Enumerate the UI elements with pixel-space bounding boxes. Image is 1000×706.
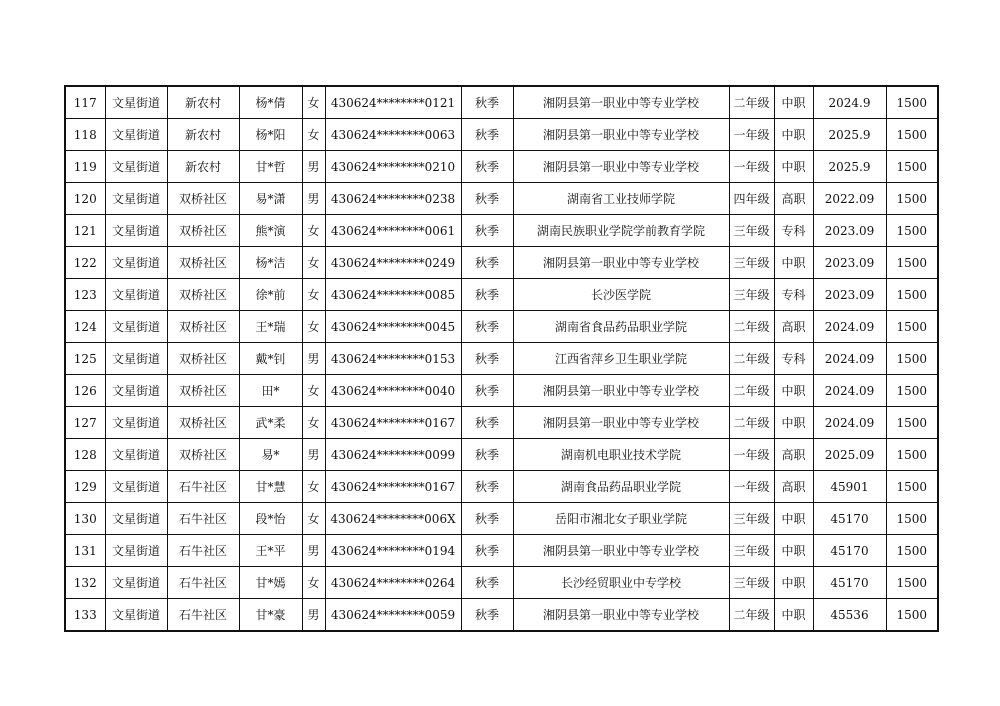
street-cell: 文星街道 (105, 151, 167, 183)
grade-cell: 三年级 (729, 215, 774, 247)
community-cell: 石牛社区 (167, 535, 239, 567)
amount-cell: 1500 (886, 375, 938, 407)
gender-cell: 男 (302, 599, 325, 632)
id-number-cell: 430624********0210 (325, 151, 461, 183)
semester-cell: 秋季 (461, 119, 513, 151)
street-cell: 文星街道 (105, 535, 167, 567)
street-cell: 文星街道 (105, 375, 167, 407)
table-row (65, 183, 938, 215)
level-cell: 专科 (774, 279, 813, 311)
row-number-cell: 119 (65, 151, 105, 183)
grade-cell: 二年级 (729, 86, 774, 119)
enroll-date-cell: 2024.9 (813, 86, 886, 119)
level-cell: 高职 (774, 471, 813, 503)
school-cell: 湘阴县第一职业中等专业学校 (513, 119, 729, 151)
grade-cell: 二年级 (729, 311, 774, 343)
school-cell: 湘阴县第一职业中等专业学校 (513, 375, 729, 407)
semester-cell: 秋季 (461, 471, 513, 503)
community-cell: 新农村 (167, 151, 239, 183)
student-subsidy-table (64, 85, 939, 632)
school-cell: 湘阴县第一职业中等专业学校 (513, 535, 729, 567)
school-cell: 岳阳市湘北女子职业学院 (513, 503, 729, 535)
level-cell: 中职 (774, 247, 813, 279)
table-row (65, 407, 938, 439)
name-cell: 熊*演 (239, 215, 302, 247)
street-cell: 文星街道 (105, 343, 167, 375)
name-cell: 杨*洁 (239, 247, 302, 279)
amount-cell: 1500 (886, 567, 938, 599)
level-cell: 高职 (774, 439, 813, 471)
level-cell: 中职 (774, 599, 813, 632)
grade-cell: 三年级 (729, 247, 774, 279)
semester-cell: 秋季 (461, 247, 513, 279)
level-cell: 专科 (774, 343, 813, 375)
level-cell: 高职 (774, 311, 813, 343)
semester-cell: 秋季 (461, 86, 513, 119)
amount-cell: 1500 (886, 439, 938, 471)
row-number-cell: 123 (65, 279, 105, 311)
school-cell: 湘阴县第一职业中等专业学校 (513, 599, 729, 632)
school-cell: 湘阴县第一职业中等专业学校 (513, 407, 729, 439)
amount-cell: 1500 (886, 247, 938, 279)
semester-cell: 秋季 (461, 535, 513, 567)
gender-cell: 女 (302, 407, 325, 439)
row-number-cell: 125 (65, 343, 105, 375)
table-row (65, 279, 938, 311)
row-number-cell: 132 (65, 567, 105, 599)
school-cell: 湘阴县第一职业中等专业学校 (513, 247, 729, 279)
street-cell: 文星街道 (105, 279, 167, 311)
table-row (65, 567, 938, 599)
table-row (65, 215, 938, 247)
community-cell: 石牛社区 (167, 567, 239, 599)
gender-cell: 女 (302, 279, 325, 311)
level-cell: 中职 (774, 375, 813, 407)
name-cell: 王*瑞 (239, 311, 302, 343)
table-row (65, 343, 938, 375)
table-row (65, 86, 938, 119)
row-number-cell: 127 (65, 407, 105, 439)
school-cell: 湖南机电职业技术学院 (513, 439, 729, 471)
name-cell: 易* (239, 439, 302, 471)
semester-cell: 秋季 (461, 375, 513, 407)
community-cell: 双桥社区 (167, 375, 239, 407)
table-row (65, 503, 938, 535)
semester-cell: 秋季 (461, 567, 513, 599)
gender-cell: 女 (302, 247, 325, 279)
enroll-date-cell: 2023.09 (813, 279, 886, 311)
gender-cell: 女 (302, 311, 325, 343)
amount-cell: 1500 (886, 599, 938, 632)
amount-cell: 1500 (886, 311, 938, 343)
community-cell: 新农村 (167, 119, 239, 151)
name-cell: 徐*前 (239, 279, 302, 311)
semester-cell: 秋季 (461, 407, 513, 439)
table-row (65, 439, 938, 471)
gender-cell: 女 (302, 375, 325, 407)
gender-cell: 男 (302, 343, 325, 375)
semester-cell: 秋季 (461, 215, 513, 247)
amount-cell: 1500 (886, 279, 938, 311)
gender-cell: 女 (302, 86, 325, 119)
row-number-cell: 118 (65, 119, 105, 151)
community-cell: 双桥社区 (167, 311, 239, 343)
grade-cell: 一年级 (729, 151, 774, 183)
name-cell: 田* (239, 375, 302, 407)
grade-cell: 四年级 (729, 183, 774, 215)
street-cell: 文星街道 (105, 215, 167, 247)
enroll-date-cell: 2024.09 (813, 343, 886, 375)
enroll-date-cell: 2024.09 (813, 311, 886, 343)
level-cell: 中职 (774, 503, 813, 535)
table-row (65, 119, 938, 151)
row-number-cell: 130 (65, 503, 105, 535)
street-cell: 文星街道 (105, 439, 167, 471)
enroll-date-cell: 45901 (813, 471, 886, 503)
enroll-date-cell: 2022.09 (813, 183, 886, 215)
grade-cell: 三年级 (729, 535, 774, 567)
enroll-date-cell: 45170 (813, 567, 886, 599)
enroll-date-cell: 45536 (813, 599, 886, 632)
name-cell: 戴*钊 (239, 343, 302, 375)
gender-cell: 女 (302, 567, 325, 599)
id-number-cell: 430624********0059 (325, 599, 461, 632)
id-number-cell: 430624********0063 (325, 119, 461, 151)
row-number-cell: 120 (65, 183, 105, 215)
grade-cell: 三年级 (729, 503, 774, 535)
community-cell: 石牛社区 (167, 599, 239, 632)
community-cell: 双桥社区 (167, 343, 239, 375)
level-cell: 中职 (774, 119, 813, 151)
level-cell: 高职 (774, 183, 813, 215)
semester-cell: 秋季 (461, 311, 513, 343)
row-number-cell: 129 (65, 471, 105, 503)
gender-cell: 男 (302, 151, 325, 183)
grade-cell: 三年级 (729, 279, 774, 311)
street-cell: 文星街道 (105, 119, 167, 151)
row-number-cell: 133 (65, 599, 105, 632)
gender-cell: 女 (302, 119, 325, 151)
name-cell: 杨*倩 (239, 86, 302, 119)
enroll-date-cell: 45170 (813, 535, 886, 567)
street-cell: 文星街道 (105, 503, 167, 535)
name-cell: 段*怡 (239, 503, 302, 535)
id-number-cell: 430624********0194 (325, 535, 461, 567)
amount-cell: 1500 (886, 343, 938, 375)
row-number-cell: 131 (65, 535, 105, 567)
enroll-date-cell: 2025.09 (813, 439, 886, 471)
community-cell: 双桥社区 (167, 279, 239, 311)
community-cell: 新农村 (167, 86, 239, 119)
enroll-date-cell: 2023.09 (813, 215, 886, 247)
amount-cell: 1500 (886, 119, 938, 151)
community-cell: 双桥社区 (167, 439, 239, 471)
school-cell: 湘阴县第一职业中等专业学校 (513, 151, 729, 183)
gender-cell: 男 (302, 535, 325, 567)
gender-cell: 女 (302, 471, 325, 503)
street-cell: 文星街道 (105, 471, 167, 503)
semester-cell: 秋季 (461, 151, 513, 183)
grade-cell: 一年级 (729, 439, 774, 471)
level-cell: 中职 (774, 86, 813, 119)
id-number-cell: 430624********0061 (325, 215, 461, 247)
amount-cell: 1500 (886, 471, 938, 503)
amount-cell: 1500 (886, 215, 938, 247)
name-cell: 王*平 (239, 535, 302, 567)
grade-cell: 二年级 (729, 343, 774, 375)
id-number-cell: 430624********006X (325, 503, 461, 535)
name-cell: 甘*哲 (239, 151, 302, 183)
id-number-cell: 430624********0153 (325, 343, 461, 375)
row-number-cell: 117 (65, 86, 105, 119)
school-cell: 湖南省食品药品职业学院 (513, 311, 729, 343)
name-cell: 武*柔 (239, 407, 302, 439)
enroll-date-cell: 2025.9 (813, 151, 886, 183)
amount-cell: 1500 (886, 183, 938, 215)
table-row (65, 311, 938, 343)
level-cell: 中职 (774, 535, 813, 567)
id-number-cell: 430624********0238 (325, 183, 461, 215)
grade-cell: 三年级 (729, 567, 774, 599)
enroll-date-cell: 2024.09 (813, 375, 886, 407)
community-cell: 双桥社区 (167, 407, 239, 439)
id-number-cell: 430624********0264 (325, 567, 461, 599)
school-cell: 湖南食品药品职业学院 (513, 471, 729, 503)
id-number-cell: 430624********0121 (325, 86, 461, 119)
id-number-cell: 430624********0045 (325, 311, 461, 343)
semester-cell: 秋季 (461, 183, 513, 215)
name-cell: 甘*嫣 (239, 567, 302, 599)
name-cell: 甘*豪 (239, 599, 302, 632)
table-row (65, 535, 938, 567)
street-cell: 文星街道 (105, 247, 167, 279)
level-cell: 中职 (774, 407, 813, 439)
table-row (65, 247, 938, 279)
table-row (65, 375, 938, 407)
school-cell: 长沙经贸职业中专学校 (513, 567, 729, 599)
name-cell: 杨*阳 (239, 119, 302, 151)
gender-cell: 女 (302, 215, 325, 247)
community-cell: 石牛社区 (167, 503, 239, 535)
row-number-cell: 128 (65, 439, 105, 471)
table-row (65, 151, 938, 183)
row-number-cell: 121 (65, 215, 105, 247)
semester-cell: 秋季 (461, 279, 513, 311)
gender-cell: 男 (302, 439, 325, 471)
grade-cell: 二年级 (729, 599, 774, 632)
semester-cell: 秋季 (461, 343, 513, 375)
school-cell: 长沙医学院 (513, 279, 729, 311)
enroll-date-cell: 2025.9 (813, 119, 886, 151)
enroll-date-cell: 2024.09 (813, 407, 886, 439)
grade-cell: 二年级 (729, 407, 774, 439)
row-number-cell: 126 (65, 375, 105, 407)
amount-cell: 1500 (886, 86, 938, 119)
street-cell: 文星街道 (105, 407, 167, 439)
table-row (65, 599, 938, 632)
amount-cell: 1500 (886, 407, 938, 439)
row-number-cell: 122 (65, 247, 105, 279)
gender-cell: 女 (302, 503, 325, 535)
community-cell: 双桥社区 (167, 247, 239, 279)
name-cell: 甘*慧 (239, 471, 302, 503)
grade-cell: 一年级 (729, 119, 774, 151)
gender-cell: 男 (302, 183, 325, 215)
grade-cell: 二年级 (729, 375, 774, 407)
level-cell: 专科 (774, 215, 813, 247)
level-cell: 中职 (774, 151, 813, 183)
street-cell: 文星街道 (105, 567, 167, 599)
table-row (65, 471, 938, 503)
school-cell: 湖南省工业技师学院 (513, 183, 729, 215)
name-cell: 易*潇 (239, 183, 302, 215)
level-cell: 中职 (774, 567, 813, 599)
semester-cell: 秋季 (461, 439, 513, 471)
community-cell: 双桥社区 (167, 215, 239, 247)
street-cell: 文星街道 (105, 311, 167, 343)
id-number-cell: 430624********0040 (325, 375, 461, 407)
street-cell: 文星街道 (105, 599, 167, 632)
amount-cell: 1500 (886, 151, 938, 183)
id-number-cell: 430624********0167 (325, 471, 461, 503)
school-cell: 湘阴县第一职业中等专业学校 (513, 86, 729, 119)
community-cell: 石牛社区 (167, 471, 239, 503)
community-cell: 双桥社区 (167, 183, 239, 215)
semester-cell: 秋季 (461, 599, 513, 632)
row-number-cell: 124 (65, 311, 105, 343)
enroll-date-cell: 2023.09 (813, 247, 886, 279)
id-number-cell: 430624********0085 (325, 279, 461, 311)
enroll-date-cell: 45170 (813, 503, 886, 535)
id-number-cell: 430624********0249 (325, 247, 461, 279)
id-number-cell: 430624********0167 (325, 407, 461, 439)
semester-cell: 秋季 (461, 503, 513, 535)
school-cell: 湖南民族职业学院学前教育学院 (513, 215, 729, 247)
grade-cell: 一年级 (729, 471, 774, 503)
amount-cell: 1500 (886, 535, 938, 567)
street-cell: 文星街道 (105, 183, 167, 215)
street-cell: 文星街道 (105, 86, 167, 119)
amount-cell: 1500 (886, 503, 938, 535)
id-number-cell: 430624********0099 (325, 439, 461, 471)
school-cell: 江西省萍乡卫生职业学院 (513, 343, 729, 375)
